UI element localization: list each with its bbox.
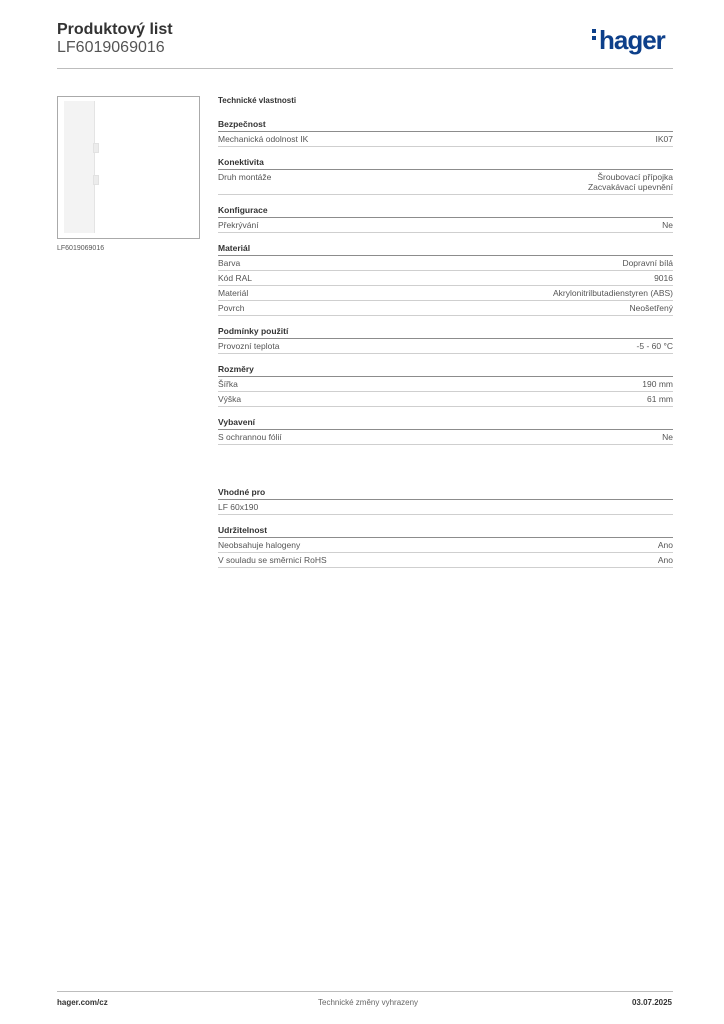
spec-value (622, 258, 673, 268)
spec-label: LF 60x190 (218, 502, 259, 512)
spec-group-title: Udržitelnost (218, 525, 673, 538)
spec-value-line: Neošetřený (629, 303, 673, 313)
footer-notice: Technické změny vyhrazeny (318, 998, 419, 1007)
spec-value-line: Ne (662, 432, 673, 442)
footer-divider (57, 991, 673, 992)
spec-group (218, 205, 673, 233)
spacer (218, 455, 673, 487)
spec-group-title: Bezpečnost (218, 119, 673, 132)
spec-label: S ochrannou fólií (218, 432, 282, 442)
spec-row (218, 538, 673, 553)
spec-value-line: 9016 (654, 273, 673, 283)
spec-group-title: Vhodné pro (218, 487, 673, 500)
spec-groups (218, 119, 673, 445)
product-image-caption: LF6019069016 (57, 245, 105, 252)
spec-row (218, 132, 673, 147)
page-title: Produktový list (57, 21, 173, 38)
logo-dots-icon (592, 29, 597, 43)
spec-group (218, 487, 673, 515)
spec-row (218, 256, 673, 271)
spec-value-line: 190 mm (642, 379, 673, 389)
spec-row (218, 500, 673, 515)
footer-website[interactable]: hager.com/cz (57, 998, 108, 1007)
spec-label: Druh montáže (218, 172, 272, 182)
spec-value-line: Šroubovací přípojka (597, 172, 673, 182)
spec-row (218, 286, 673, 301)
spec-row (218, 271, 673, 286)
spec-value-line: Ano (657, 540, 673, 550)
spec-value-line: Akrylonitrilbutadienstyren (ABS) (553, 288, 673, 298)
spec-label: V souladu se směrnicí RoHS (218, 555, 327, 565)
spec-value-line: IK07 (655, 134, 673, 144)
spec-value (662, 220, 673, 230)
spec-label: Šířka (218, 379, 238, 389)
spec-label: Neobsahuje halogeny (218, 540, 301, 550)
spec-value (642, 379, 673, 389)
product-cover-panel (64, 101, 95, 233)
spec-label: Mechanická odolnost IK (218, 134, 309, 144)
product-image (57, 96, 200, 239)
spec-value (553, 288, 673, 298)
spec-row (218, 170, 673, 195)
spec-row (218, 377, 673, 392)
spec-group-title: Rozměry (218, 364, 673, 377)
spec-label: Výška (218, 394, 242, 404)
spec-group (218, 525, 673, 568)
spec-label: Povrch (218, 303, 245, 313)
spec-value (658, 555, 673, 565)
spec-value (630, 303, 673, 313)
spec-value (588, 172, 673, 192)
spec-group-title: Podmínky použití (218, 326, 673, 339)
specs-title: Technické vlastnosti (218, 96, 297, 105)
spec-group (218, 157, 673, 195)
spec-value (656, 134, 674, 144)
spec-group-title: Materiál (218, 243, 673, 256)
spec-label: Provozní teplota (218, 341, 280, 351)
spec-label: Kód RAL (218, 273, 253, 283)
spec-value (637, 341, 673, 351)
spec-group-title: Konektivita (218, 157, 673, 170)
spec-value-line: Ano (657, 555, 673, 565)
hager-logo (592, 27, 665, 53)
spec-group (218, 417, 673, 445)
footer-date: 03.07.2025 (631, 998, 672, 1007)
spec-group (218, 326, 673, 354)
header-divider (57, 68, 673, 69)
spec-value-line: -5 - 60 °C (636, 341, 673, 351)
spec-label: Materiál (218, 288, 249, 298)
spec-group (218, 243, 673, 316)
spec-row (218, 392, 673, 407)
spec-group (218, 364, 673, 407)
spec-groups-extra (218, 487, 673, 568)
logo-text: hager (599, 25, 665, 55)
spec-row (218, 218, 673, 233)
spec-row (218, 301, 673, 316)
product-clip (93, 175, 99, 185)
spec-value-line: 61 mm (647, 394, 673, 404)
spec-value-line: Zacvakávací upevnění (587, 182, 673, 192)
spec-value-line: Ne (662, 220, 673, 230)
spec-row (218, 553, 673, 568)
product-clip (93, 143, 99, 153)
spec-value-line: Dopravní bílá (622, 258, 673, 268)
spec-row (218, 339, 673, 354)
spec-value (662, 432, 673, 442)
spec-group-title: Vybavení (218, 417, 673, 430)
spec-group (218, 119, 673, 147)
product-code: LF6019069016 (57, 39, 165, 56)
spec-value (658, 540, 673, 550)
spec-row (218, 430, 673, 445)
spec-group-title: Konfigurace (218, 205, 673, 218)
technical-specs (218, 96, 673, 578)
spec-label: Barva (218, 258, 241, 268)
spec-value (654, 273, 673, 283)
spec-label: Překrývání (218, 220, 259, 230)
spec-value (647, 394, 673, 404)
